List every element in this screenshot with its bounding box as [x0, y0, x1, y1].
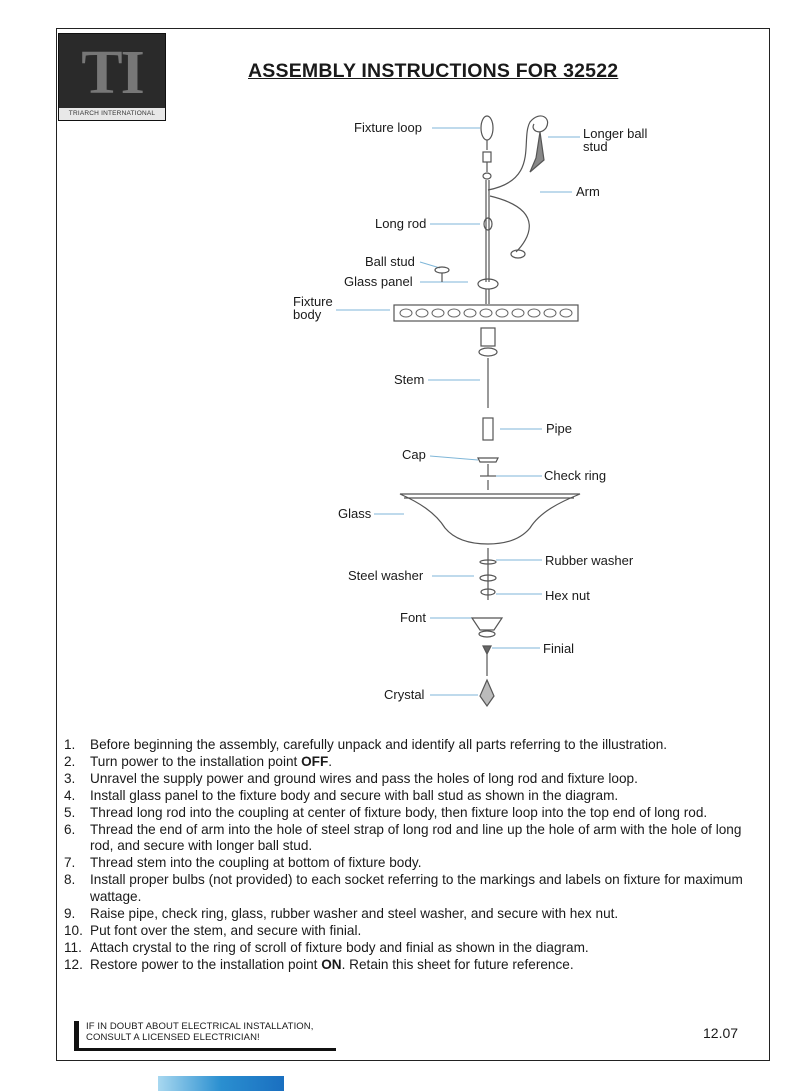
scan-artifact	[158, 1076, 284, 1091]
label-fixture-loop: Fixture loop	[354, 120, 422, 135]
leader-lines	[336, 128, 580, 695]
label-rubber-washer: Rubber washer	[545, 553, 634, 568]
label-steel-washer: Steel washer	[348, 568, 424, 583]
instructions-list	[64, 737, 760, 974]
label-cap: Cap	[402, 447, 426, 462]
instruction-item: 6. Thread the end of arm into the hole of steel strap of long rod and line up the hole of arm with the hole of long rod, and secure with longer ball stud.	[64, 821, 742, 854]
version-code: 12.07	[703, 1025, 739, 1041]
warning-line-2: CONSULT A LICENSED ELECTRICIAN!	[86, 1032, 260, 1043]
instruction-item: 7. Thread stem into the coupling at bottom of fixture body.	[64, 855, 422, 871]
instruction-item: 1. Before beginning the assembly, carefully unpack and identify all parts referring to the illustration.	[64, 737, 668, 752]
label-arm: Arm	[576, 184, 600, 199]
label-pipe: Pipe	[546, 421, 573, 436]
instruction-item: 9. Raise pipe, check ring, glass, rubber washer and steel washer, and secure with hex nut.	[64, 906, 619, 922]
label-check-ring: Check ring	[544, 468, 607, 483]
label-longer-ball-stud: Longer ball stud	[583, 126, 648, 154]
instruction-item: 4. Install glass panel to the fixture body and secure with ball stud as shown in the diagram.	[64, 787, 619, 803]
label-fixture-body: Fixture body	[293, 294, 333, 322]
instruction-item: 8. Install proper bulbs (not provided) to each socket referring to the markings and labels on fixture for maximum wattage.	[64, 872, 743, 905]
electrical-warning	[74, 1021, 336, 1051]
label-crystal: Crystal	[384, 687, 425, 702]
instruction-item: 3. Unravel the supply power and ground wires and pass the holes of long rod and fixture loop.	[64, 770, 638, 786]
instruction-item: 12. Restore power to the installation point ON. Retain this sheet for future reference.	[64, 956, 574, 972]
label-glass: Glass	[338, 506, 372, 521]
instruction-item: 11. Attach crystal to the ring of scroll of fixture body and finial as shown in the diagram.	[64, 939, 589, 955]
page-title: ASSEMBLY INSTRUCTIONS FOR 32522	[248, 60, 619, 82]
logo-caption: TRIARCH INTERNATIONAL	[59, 108, 165, 120]
instruction-item: 10. Put font over the stem, and secure with finial.	[64, 922, 362, 938]
label-ball-stud: Ball stud	[365, 254, 415, 269]
label-stem: Stem	[394, 372, 425, 387]
logo-mark: TI	[81, 39, 143, 107]
label-long-rod: Long rod	[375, 216, 427, 231]
instruction-item: 2. Turn power to the installation point OFF.	[64, 753, 333, 769]
label-glass-panel: Glass panel	[344, 274, 413, 289]
instruction-item: 5. Thread long rod into the coupling at center of fixture body, then fixture loop into the top end of long rod.	[64, 804, 708, 820]
warning-line-1: IF IN DOUBT ABOUT ELECTRICAL INSTALLATION,	[86, 1021, 314, 1032]
label-font: Font	[400, 610, 427, 625]
label-hex-nut: Hex nut	[545, 588, 590, 603]
label-finial: Finial	[543, 641, 575, 656]
